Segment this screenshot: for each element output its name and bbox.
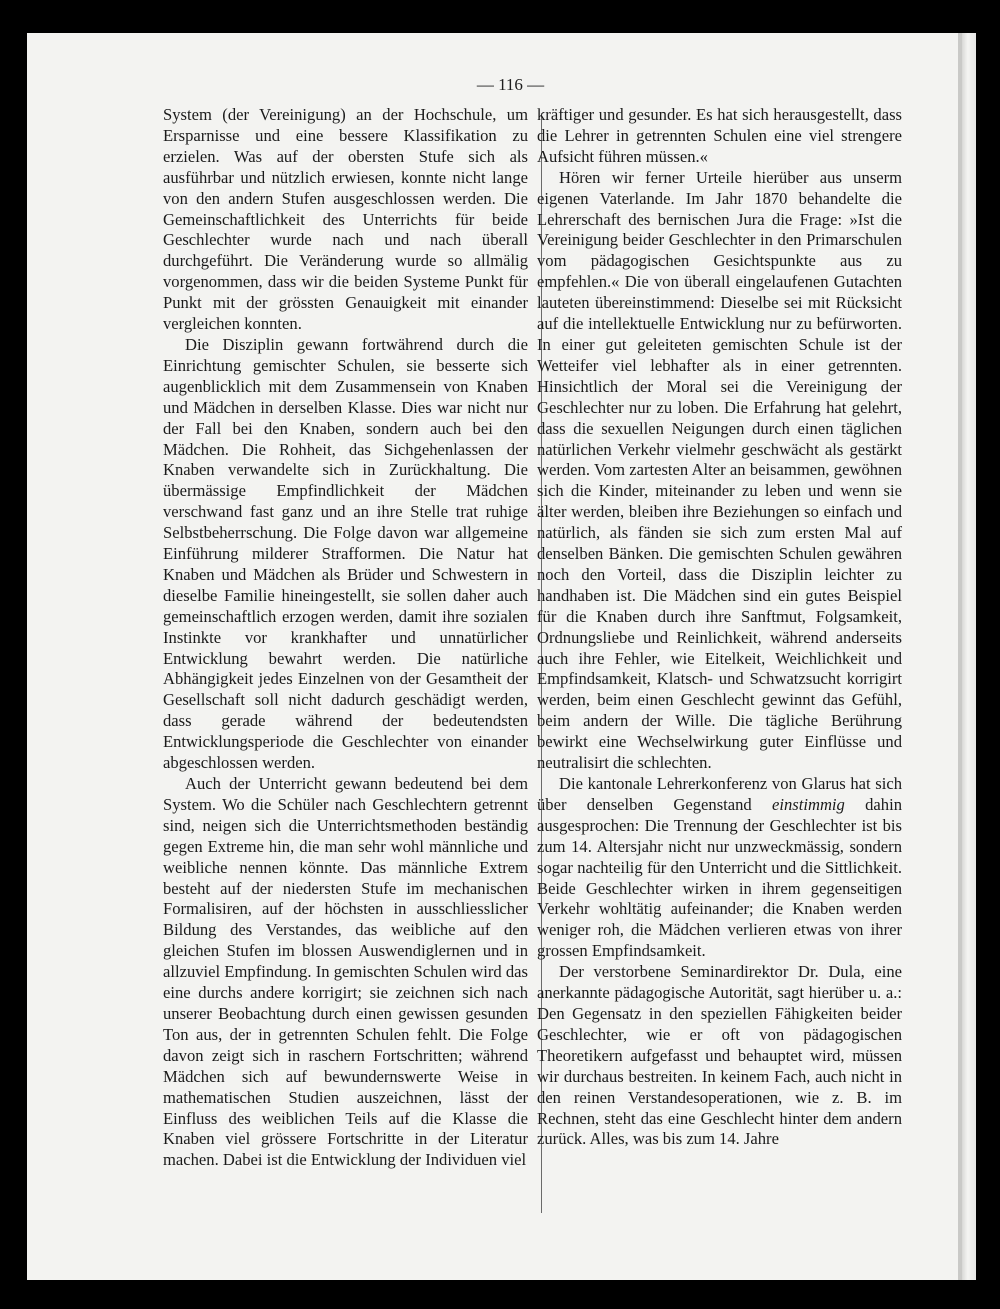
- page-number: — 116 —: [476, 75, 545, 94]
- paragraph: Die Disziplin gewann fortwährend durch die Einrichtung gemischter Schulen, sie besserte sich augenblicklich mit dem Zusammensein von Knaben und Mädchen in derselben Klasse. Dies war nicht nur der Fall bei den Knaben, sondern auch bei den Mädchen. Die Rohheit, das Sichgehenlassen der Knaben verwandelte sich in Zurückhaltung. Die übermässige Empfindlichkeit der Mädchen verschwand fast ganz und an ihre Stelle trat ruhige Selbstbeherrschung. Die Folge davon war allgemeine Einführung milderer Strafformen. Die Natur hat Knaben und Mädchen als Brüder und Schwestern in dieselbe Familie hineingestellt, sie sollen daher auch gemeinschaftlich erzogen werden, damit ihre sozialen Instinkte vor krankhafter und unnatürlicher Entwicklung bewahrt werden. Die natürliche Abhängigkeit jedes Einzelnen von der Gesamtheit der Gesellschaft soll nicht dadurch geschädigt werden, dass gerade während der bedeutendsten Entwicklungsperiode die Geschlechter von einander abgeschlossen werden.: [163, 334, 528, 773]
- next-page-edge: [962, 33, 976, 1280]
- paragraph: Der verstorbene Seminardirektor Dr. Dula, eine anerkannte pädagogische Autorität, sagt hierüber u. a.: Den Gegensatz in den speziellen Fähigkeiten beider Geschlechter, wie er oft von pädagogischen Theoretikern aufgefasst und behauptet wird, müssen wir durchaus bestreiten. In keinem Fach, auch nicht in den reinen Verstandesoperationen, wie z. B. im Rechnen, steht das eine Geschlecht hinter dem andern zurück. Alles, was bis zum 14. Jahre: [537, 962, 902, 1149]
- emphasized-word: einstimmig: [772, 794, 845, 814]
- paragraph: Auch der Unterricht gewann bedeutend bei dem System. Wo die Schüler nach Geschlechtern getrennt sind, neigen sich die Unterrichtsmethoden beständig gegen Extreme hin, die man sehr wohl männliche und weibliche nennen könnte. Das männliche Extrem besteht auf der niedersten Stufe im mechanischen Formalisiren, auf der höchsten in ausschliesslicher Bildung des Verstandes, das weibliche auf den gleichen Stufen im blossen Auswendiglernen und in allzuviel Empfindung. In gemischten Schulen wird das eine durchs andere korrigirt; sie zeichnen sich nach unserer Beobachtung durch einen gewissen gesunden Ton aus, der in getrennten Schulen fehlt. Die Folge davon zeigt sich in raschern Fortschritten; während Mädchen sich auf bewundernswerte Weise in mathematischen Studien auszeichnen, lässt der Einfluss des weiblichen Teils auf die Klasse die Knaben viel grössere Fortschritte in der Literatur machen. Dabei ist die Entwicklung der Individuen viel: [163, 774, 528, 1170]
- right-column: [537, 105, 902, 1150]
- paragraph-text: dahin ausgesprochen: Die Trennung der Geschlechter ist bis zum 14. Altersjahr nicht nur unzweckmässig, sondern sogar nachteilig für den Unterricht und die Sittlichkeit. Beide Geschlechter wirken in ihrem gegenseitigen Verkehr wohltätig aufeinander; die Knaben werden weniger roh, die Mädchen verlieren etwas von ihrer grossen Empfindsamkeit.: [537, 794, 902, 961]
- paragraph-glarus: [537, 774, 902, 962]
- book-page: [27, 33, 962, 1280]
- paragraph: System (der Vereinigung) an der Hochschule, um Ersparnisse und eine bessere Klassifikation zu erzielen. Was auf der obersten Stufe sich als ausführbar und nützlich erwiesen, konnte nicht lange von den andern Stufen ausgeschlossen werden. Die Gemeinschaftlichkeit des Unterrichts für beide Geschlechter wurde nach und nach überall durchgeführt. Die Veränderung wurde so allmälig vorgenommen, dass wir die beiden Systeme Punkt für Punkt mit der grössten Genauigkeit mit einander vergleichen konnten.: [163, 105, 528, 334]
- left-column: [163, 105, 528, 1171]
- paragraph-text: Die kantonale Lehrerkonferenz von Glarus hat sich über denselben Gegenstand: [537, 774, 902, 814]
- paragraph: kräftiger und gesunder. Es hat sich herausgestellt, dass die Lehrer in getrennten Schulen eine viel strengere Aufsicht führen müssen.«: [537, 105, 902, 166]
- paragraph: Hören wir ferner Urteile hierüber aus unserm eigenen Vaterlande. Im Jahr 1870 behandelte die Lehrerschaft des bernischen Jura die Frage: »Ist die Vereinigung beider Geschlechter in den Primarschulen vom pädagogischen Gesichtspunkte aus zu empfehlen.« Die von überall eingelaufenen Gutachten lauteten übereinstimmend: Dieselbe sei mit Rücksicht auf die intellektuelle Entwicklung nur zu befürworten. In einer gut geleiteten gemischten Schule ist der Wetteifer viel lebhafter als in einer getrennten. Hinsichtlich der Moral sei die Vereinigung der Geschlechter nur zu loben. Die Erfahrung hat gelehrt, dass die sexuellen Neigungen durch einen täglichen natürlichen Verkehr vielmehr geschwächt als gestärkt werden. Vom zartesten Alter an beisammen, gewöhnen sich die Kinder, miteinander zu leben und wenn sie älter werden, bleiben ihre Beziehungen so einfach und natürlich, als fänden sie sich zum ersten Mal auf denselben Bänken. Die gemischten Schulen gewähren noch den Vorteil, dass die Disziplin leichter zu handhaben ist. Die Mädchen sind ein gutes Beispiel für die Knaben durch ihre Sanftmut, Folgsamkeit, Ordnungsliebe und Reinlichkeit, während anderseits auch ihre Fehler, wie Eitelkeit, Weichlichkeit und Empfindsamkeit, Klatsch- und Schwatzsucht korrigirt werden, beim einen Geschlecht gewinnt das Gefühl, beim andern der Wille. Die tägliche Berührung bewirkt eine Wechselwirkung guter Einflüsse und neutralisirt die schlechten.: [537, 167, 902, 773]
